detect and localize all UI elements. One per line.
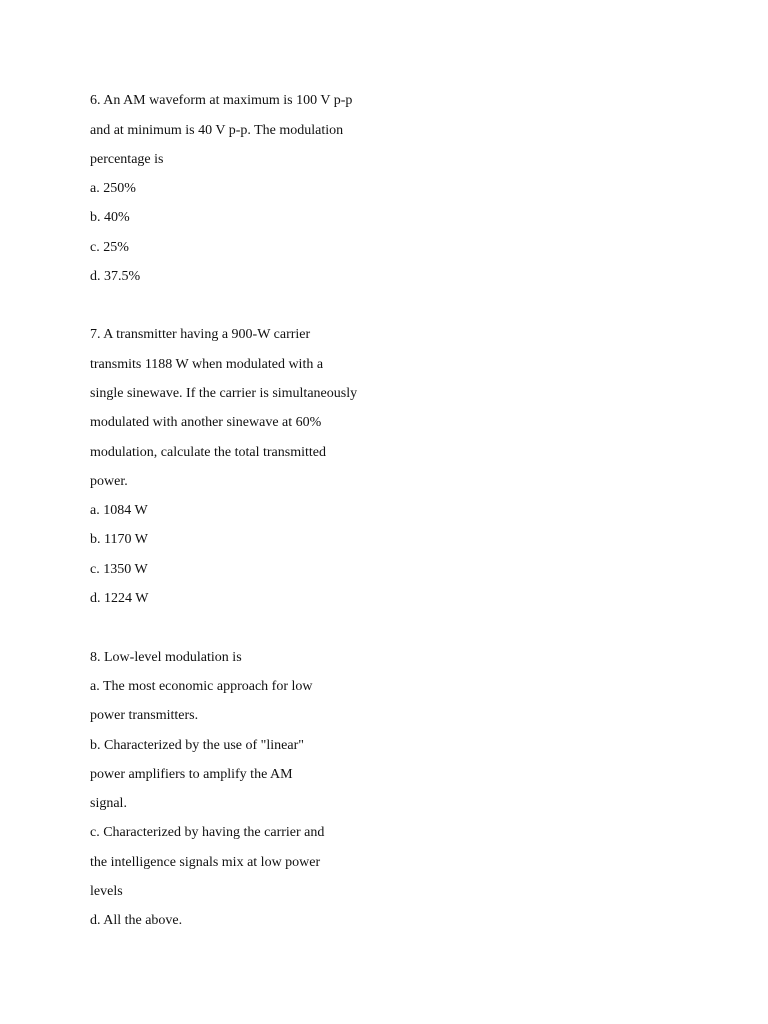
answer-option-c-continuation: the intelligence signals mix at low power xyxy=(90,855,321,870)
answer-option-b: b. 40% xyxy=(90,210,130,225)
question-text-line: percentage is xyxy=(90,152,164,167)
answer-option-d: d. 37.5% xyxy=(90,269,141,284)
answer-option-b: b. Characterized by the use of "linear" xyxy=(90,738,304,753)
question-text-line: modulation, calculate the total transmitted xyxy=(90,445,326,460)
answer-option-a: a. The most economic approach for low xyxy=(90,679,313,694)
answer-option-b: b. 1170 W xyxy=(90,532,148,547)
answer-option-b-continuation: signal. xyxy=(90,796,127,811)
question-text-line: 6. An AM waveform at maximum is 100 V p-p xyxy=(90,93,353,108)
answer-option-b-continuation: power amplifiers to amplify the AM xyxy=(90,767,293,782)
answer-option-d: d. All the above. xyxy=(90,913,183,928)
answer-option-a: a. 1084 W xyxy=(90,503,148,518)
question-text-line: single sinewave. If the carrier is simultaneously xyxy=(90,386,358,401)
question-text-line: and at minimum is 40 V p-p. The modulation xyxy=(90,123,344,138)
answer-option-a: a. 250% xyxy=(90,181,136,196)
answer-option-c-continuation: levels xyxy=(90,884,123,899)
answer-option-c: c. Characterized by having the carrier and xyxy=(90,825,325,840)
answer-option-c: c. 1350 W xyxy=(90,562,148,577)
question-text-line: power. xyxy=(90,474,128,489)
question-text-line: 8. Low-level modulation is xyxy=(90,650,242,665)
answer-option-c: c. 25% xyxy=(90,240,129,255)
question-text-line: 7. A transmitter having a 900-W carrier xyxy=(90,327,311,342)
answer-option-a-continuation: power transmitters. xyxy=(90,708,199,723)
question-text-line: transmits 1188 W when modulated with a xyxy=(90,357,324,372)
question-text-line: modulated with another sinewave at 60% xyxy=(90,415,322,430)
answer-option-d: d. 1224 W xyxy=(90,591,149,606)
